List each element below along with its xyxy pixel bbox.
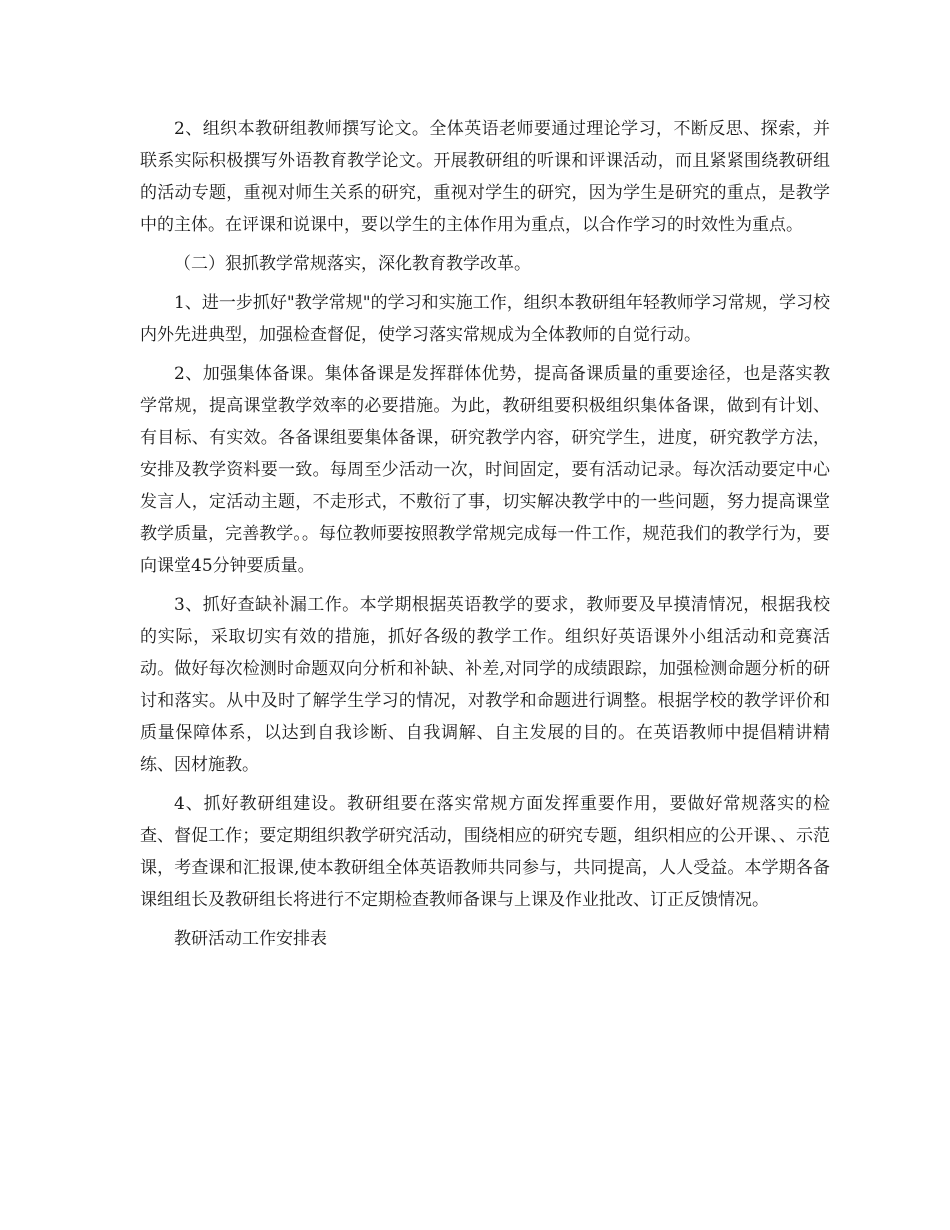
paragraph-group-building: 4、抓好教研组建设。教研组要在落实常规方面发挥重要作用，要做好常规落实的检查、督促工作；要定期组织教学研究活动，围绕相应的研究专题，组织相应的公开课、、示范课，考查课和汇报课,使本教研组全体英语教师共同参与，共同提高，人人受益。本学期各备课组组长及教研组长将进行不定期检查教师备课与上课及作业批改、订正反馈情况。: [140, 794, 830, 910]
schedule-table-title: 教研活动工作安排表: [174, 929, 327, 949]
paragraph-gap-filling: 3、抓好查缺补漏工作。本学期根据英语教学的要求，教师要及早摸清情况，根据我校的实际，采取切实有效的措施，抓好各级的教学工作。组织好英语课外小组活动和竞赛活动。做好每次检测时命题双向分析和补缺、补差,对同学的成绩跟踪，加强检测命题分析的研讨和落实。从中及时了解学生学习的情况，对教学和命题进行调整。根据学校的教学评价和质量保障体系，以达到自我诊断、自我调解、自主发展的目的。在英语教师中提倡精讲精练、因材施教。: [140, 595, 830, 775]
section-heading-teaching-routine: （二）狠抓教学常规落实，深化教育教学改革。: [174, 254, 531, 274]
document-body: [140, 113, 830, 962]
paragraph-thesis-writing: 2、组织本教研组教师撰写论文。全体英语老师要通过理论学习，不断反思、探索，并联系实际积极撰写外语教育教学论文。开展教研组的听课和评课活动，而且紧紧围绕教研组的活动专题，重视对师生关系的研究，重视对学生的研究，因为学生是研究的重点，是教学中的主体。在评课和说课中，要以学生的主体作用为重点，以合作学习的时效性为重点。: [140, 119, 830, 235]
paragraph-teaching-routine: 1、进一步抓好"教学常规"的学习和实施工作，组织本教研组年轻教师学习常规，学习校内外先进典型，加强检查督促，使学习落实常规成为全体教师的自觉行动。: [140, 293, 830, 345]
paragraph-collective-lesson-prep: 2、加强集体备课。集体备课是发挥群体优势，提高备课质量的重要途径，也是落实教学常规，提高课堂教学效率的必要措施。为此，教研组要积极组织集体备课，做到有计划、有目标、有实效。各备课组要集体备课，研究教学内容，研究学生，进度，研究教学方法，安排及教学资料要一致。每周至少活动一次，时间固定，要有活动记录。每次活动要定中心发言人，定活动主题，不走形式，不敷衍了事，切实解决教学中的一些问题，努力提高课堂教学质量，完善教学。。每位教师要按照教学常规完成每一件工作，规范我们的教学行为，要向课堂45分钟要质量。: [140, 364, 830, 576]
